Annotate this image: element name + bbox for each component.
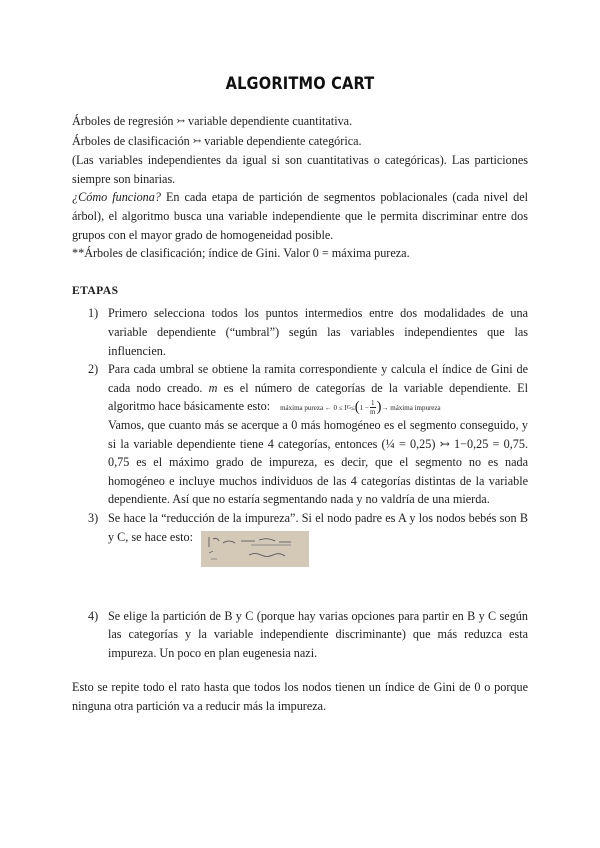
how-question: ¿Cómo funciona? [72, 190, 161, 205]
step-3 [72, 509, 528, 567]
intro-line-regression [72, 112, 528, 132]
formula-subscript: G [346, 404, 351, 411]
step-4 [72, 607, 528, 663]
arrow-icon: ↣ [192, 135, 202, 147]
formula-left: máxima pureza ← 0 ≤ I [280, 403, 347, 412]
spacer [72, 567, 528, 607]
section-heading-etapas: ETAPAS [72, 283, 119, 297]
steps-list [72, 304, 528, 662]
fraction-numerator: 1 [371, 399, 375, 408]
classification-desc: variable dependiente categórica. [201, 133, 362, 148]
step-number: 4) [88, 608, 99, 623]
handwritten-formula-image [201, 531, 309, 567]
impurity-formula-photo [201, 531, 309, 567]
classification-label: Árboles de clasificación [72, 133, 193, 148]
paren-close: ) [376, 399, 382, 416]
intro-line-classification [72, 132, 528, 152]
arrow-icon: ↣ [176, 116, 185, 127]
step-text-cont: es el número de categorías de la variable dependiente. El algoritmo hace básicamente esto: [108, 380, 528, 414]
formula-right: → máxima impureza [381, 403, 441, 412]
paren-open: ( [354, 399, 360, 416]
fraction-denominator: m [370, 408, 376, 417]
step-text-explain: Vamos, que cuanto más se acerque a 0 más homogéneo es el segmento conseguido, y si la variable dependiente tiene 4 categorías, entonces ( [108, 418, 528, 451]
closing-paragraph: Esto se repite todo el rato hasta que todos los nodos tienen un índice de Gini de 0 o porque ninguna otra partición va a reducir más la impureza. [72, 680, 528, 713]
how-it-works [72, 188, 528, 244]
document-body [72, 112, 528, 716]
step-number: 2) [88, 362, 99, 377]
step-1 [72, 304, 528, 360]
step-text-explain-end: = 0,25) ↣ 1−0,25 = 0,75. 0,75 es el máximo grado de impureza, es decir, que el segmento no es nada homogéneo e incluye muchos individuos de las 4 categorías distintas de la variable dependiente. Así que no estaría segmentando nada y no valdría de una mierda. [108, 436, 528, 507]
step-2 [72, 360, 528, 509]
regression-desc: variable dependiente cuantitativa. [184, 114, 353, 128]
gini-formula [280, 399, 440, 416]
regression-label: Árboles de regresión [72, 114, 177, 128]
step-text: Para cada umbral se obtiene la ramita correspondiente y calcula el índice de Gini de cada nodo creado. [108, 362, 528, 395]
step-text: Primero selecciona todos los puntos intermedios entre dos modalidades de una variable dependiente (“umbral”) según las variables independientes que las influencien. [108, 306, 528, 358]
step-number: 1) [88, 306, 99, 321]
step-text: Se elige la partición de B y C (porque hay varias opciones para partir en B y C según las categorías y la variable independiente discriminante) que más reduzca esta impureza. Un poco en plan eugenesia nazi. [108, 608, 528, 660]
m-variable: m [208, 380, 218, 395]
quarter-fraction: ¼ [385, 436, 395, 451]
step-number: 3) [88, 510, 99, 525]
formula-one: 1 − [359, 403, 369, 412]
formula-fraction [370, 399, 376, 416]
gini-note: **Árboles de clasificación; índice de Gini. Valor 0 = máxima pureza. [72, 246, 410, 261]
formula-mid: ≤ [350, 403, 355, 412]
page-title: ALGORITMO CART [225, 74, 375, 94]
intro-note: (Las variables independientes da igual si son cuantitativas o categóricas). Las particiones siempre son binarias. [72, 153, 528, 186]
how-text: En cada etapa de partición de segmentos poblacionales (cada nivel del árbol), el algoritmo busca una variable independiente que le permita discriminar entre dos grupos con el mayor grado de homogeneidad posible. [72, 190, 528, 242]
step-text: Se hace la “reducción de la impureza”. Si el nodo padre es A y los nodos bebés son B y C, se hace esto: [108, 510, 528, 544]
